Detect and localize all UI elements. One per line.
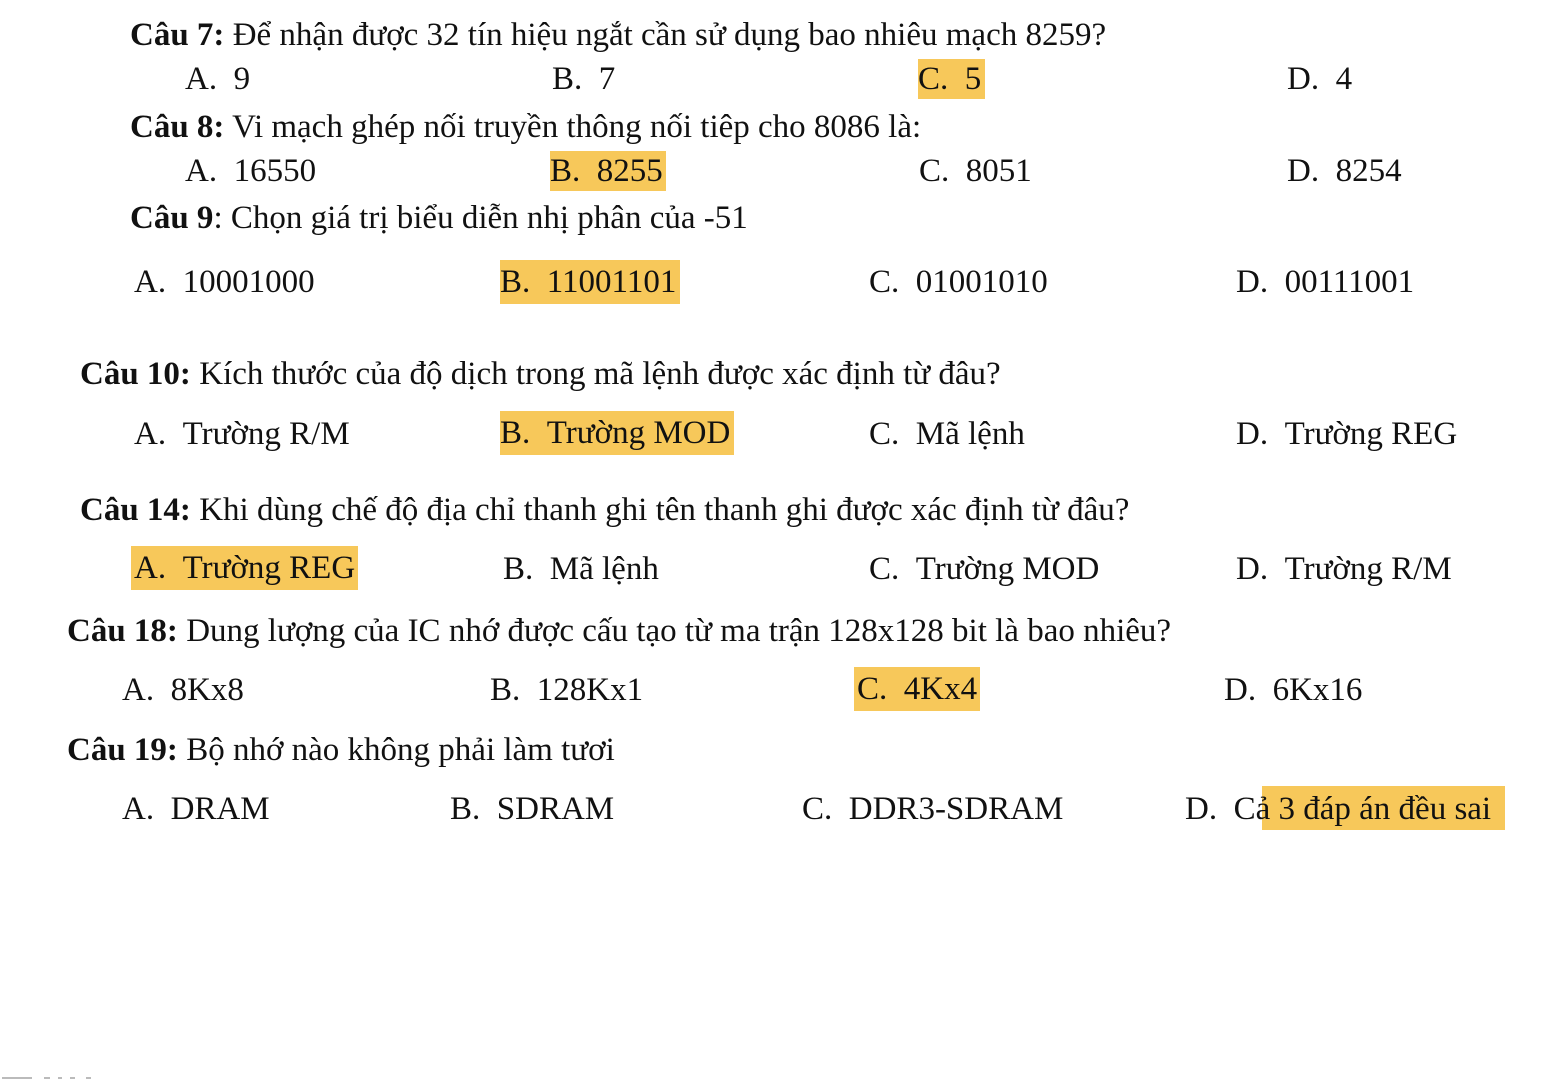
question-text: Vi mạch ghép nối truyền thông nối tiêp cho 8086 là:: [224, 109, 922, 145]
option-18-d: [1224, 670, 1362, 710]
option-letter: B.: [500, 415, 531, 451]
option-19-a: [122, 789, 270, 829]
option-letter: D.: [1224, 672, 1257, 708]
option-7-a: [185, 59, 250, 99]
option-8-b-highlighted: [550, 151, 666, 191]
option-10-d: [1236, 414, 1457, 454]
option-letter: D.: [1236, 416, 1269, 452]
option-19-c: [802, 789, 1063, 829]
option-letter: C.: [869, 264, 900, 300]
option-letter: B.: [552, 61, 583, 97]
option-letter: D.: [1236, 551, 1269, 587]
option-text: Trường REG: [182, 550, 356, 586]
question-label: Câu 8:: [130, 109, 225, 145]
option-letter: D.: [1287, 153, 1320, 189]
option-14-c: [869, 549, 1099, 589]
option-text: 9: [233, 61, 251, 97]
option-18-c-highlighted: [854, 667, 980, 711]
option-text: 4: [1335, 61, 1353, 97]
option-text: Trường R/M: [182, 416, 350, 452]
option-10-a: [134, 414, 350, 454]
option-7-c-highlighted: [918, 59, 985, 99]
question-label: Câu 18:: [67, 613, 178, 649]
option-19-d-highlighted: [1185, 789, 1491, 829]
question-text: Dung lượng của IC nhớ được cấu tạo từ ma trận 128x128 bit là bao nhiêu?: [177, 613, 1172, 649]
option-letter: B.: [503, 551, 534, 587]
question-19: [67, 730, 615, 770]
question-text: : Chọn giá trị biểu diễn nhị phân của -51: [213, 200, 748, 236]
question-18: [67, 611, 1171, 651]
option-text: 6Kx16: [1272, 672, 1363, 708]
option-10-c: [869, 414, 1025, 454]
question-text: Để nhận được 32 tín hiệu ngắt cần sử dụng bao nhiêu mạch 8259?: [224, 17, 1107, 53]
option-text: Mã lệnh: [915, 416, 1025, 452]
option-letter: B.: [490, 672, 521, 708]
option-letter: C.: [802, 791, 833, 827]
question-9: [130, 198, 748, 238]
option-7-d: [1287, 59, 1352, 99]
option-text: 8255: [596, 153, 663, 189]
option-letter: B.: [450, 791, 481, 827]
question-8: [130, 107, 921, 147]
option-letter: A.: [134, 416, 167, 452]
option-text: 5: [964, 61, 982, 97]
option-8-d: [1287, 151, 1402, 191]
option-18-a: [122, 670, 244, 710]
option-8-c: [919, 151, 1032, 191]
option-letter: A.: [122, 791, 155, 827]
option-14-d: [1236, 549, 1452, 589]
option-14-a-highlighted: [131, 546, 358, 590]
option-text: Trường R/M: [1284, 551, 1452, 587]
option-8-a: [185, 151, 316, 191]
option-text: DDR3-SDRAM: [848, 791, 1064, 827]
option-letter: A.: [185, 61, 218, 97]
option-letter: B.: [550, 153, 581, 189]
option-text: 8254: [1335, 153, 1402, 189]
option-letter: C.: [919, 153, 950, 189]
option-text: SDRAM: [496, 791, 615, 827]
option-letter: A.: [185, 153, 218, 189]
option-letter: B.: [500, 264, 531, 300]
option-letter: C.: [869, 416, 900, 452]
option-text: 01001010: [915, 264, 1048, 300]
option-19-b: [450, 789, 614, 829]
question-label: Câu 10:: [80, 356, 191, 392]
question-10: [80, 354, 1001, 394]
option-letter: A.: [134, 264, 167, 300]
option-letter: C.: [857, 671, 888, 707]
option-letter: C.: [918, 61, 949, 97]
option-text: Trường MOD: [915, 551, 1100, 587]
option-text: 10001000: [182, 264, 315, 300]
option-letter: C.: [869, 551, 900, 587]
option-text: 4Kx4: [903, 671, 978, 707]
option-letter: D.: [1236, 264, 1269, 300]
option-7-b: [552, 59, 615, 99]
option-9-c: [869, 262, 1048, 302]
question-text: Khi dùng chế độ địa chỉ thanh ghi tên thanh ghi được xác định từ đâu?: [190, 492, 1130, 528]
option-10-b-highlighted: [500, 411, 734, 455]
option-text: 128Kx1: [536, 672, 644, 708]
option-text: 00111001: [1284, 264, 1415, 300]
option-text: 8051: [965, 153, 1032, 189]
option-9-b-highlighted: [500, 260, 680, 304]
question-label: Câu 7:: [130, 17, 225, 53]
option-letter: D.: [1287, 61, 1320, 97]
question-label: Câu 14:: [80, 492, 191, 528]
option-letter: D.: [1185, 791, 1218, 827]
option-text: Trường MOD: [546, 415, 731, 451]
question-14: [80, 490, 1129, 530]
question-text: Kích thước của độ dịch trong mã lệnh được xác định từ đâu?: [190, 356, 1001, 392]
option-letter: A.: [122, 672, 155, 708]
option-text: 8Kx8: [170, 672, 244, 708]
scan-artifact: [0, 1076, 120, 1081]
option-letter: A.: [134, 550, 167, 586]
question-label: Câu 9: [130, 200, 214, 236]
option-text: 7: [598, 61, 616, 97]
option-9-a: [134, 262, 315, 302]
option-18-b: [490, 670, 643, 710]
question-label: Câu 19:: [67, 732, 178, 768]
question-7: [130, 15, 1106, 55]
question-text: Bộ nhớ nào không phải làm tươi: [177, 732, 615, 768]
option-text: Mã lệnh: [549, 551, 659, 587]
option-text: Cả 3 đáp án đều sai: [1233, 791, 1492, 827]
option-text: 11001101: [546, 264, 677, 300]
option-9-d: [1236, 262, 1414, 302]
option-text: Trường REG: [1284, 416, 1458, 452]
option-text: 16550: [233, 153, 317, 189]
option-14-b: [503, 549, 659, 589]
option-text: DRAM: [170, 791, 270, 827]
